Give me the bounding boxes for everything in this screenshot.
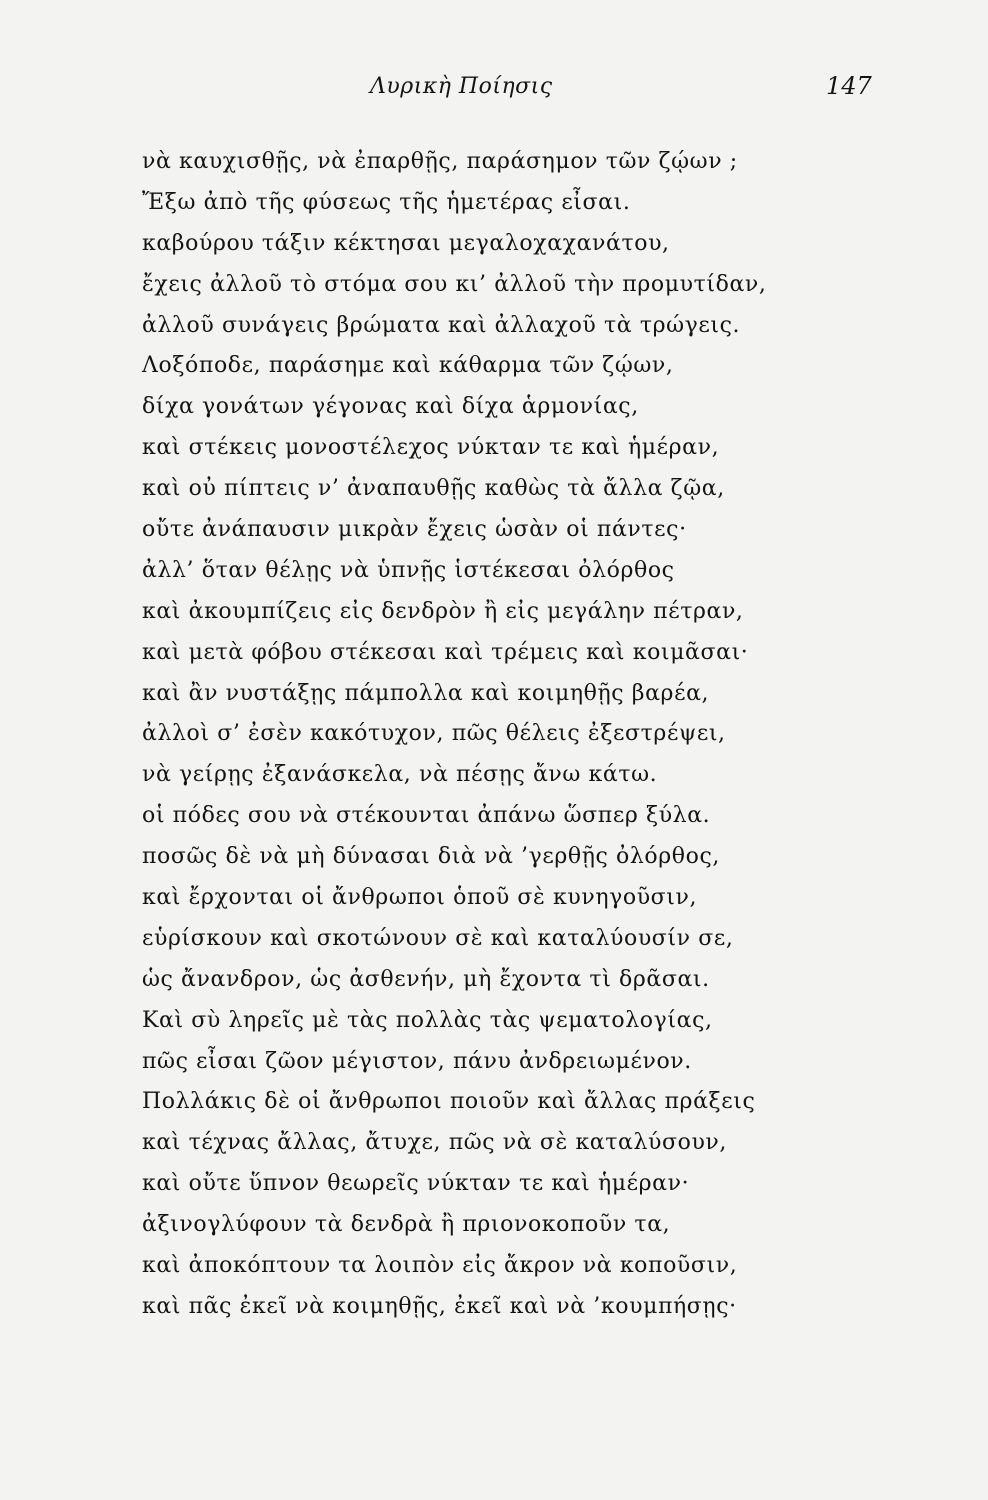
poem-line: ὡς ἄνανδρον, ὡς ἀσθενήν, μὴ ἔχοντα τὶ δρᾶσαι. bbox=[142, 966, 710, 992]
poem-line: Ἔξω ἀπὸ τῆς φύσεως τῆς ἡμετέρας εἶσαι. bbox=[142, 189, 631, 215]
poem-line: καὶ ἔρχονται οἱ ἄνθρωποι ὁποῦ σὲ κυνηγοῦσιν, bbox=[142, 885, 698, 911]
poem-line: πῶς εἶσαι ζῶον μέγιστον, πάνυ ἀνδρειωμένον. bbox=[142, 1048, 692, 1074]
poem-line: καὶ ἂν νυστάξῃς πάμπολλα καὶ κοιμηθῇς βαρέα, bbox=[142, 680, 710, 706]
poem-line: ἀλλ’ ὅταν θέλῃς νὰ ὑπνῇς ἱστέκεσαι ὀλόρθος bbox=[142, 557, 675, 583]
poem-line: καὶ τέχνας ἄλλας, ἄτυχε, πῶς νὰ σὲ καταλύσουν, bbox=[142, 1130, 728, 1156]
poem-line: νὰ καυχισθῇς, νὰ ἐπαρθῇς, παράσημον τῶν ζῴων ; bbox=[142, 149, 738, 174]
poem-line: καὶ οὐ πίπτεις ν’ ἀναπαυθῇς καθὼς τὰ ἄλλα ζῷα, bbox=[142, 476, 725, 502]
poem-line: Καὶ σὺ ληρεῖς μὲ τὰς πολλὰς τὰς ψεματολογίας, bbox=[142, 1007, 713, 1033]
poem-line: ἀλλοὶ σ’ ἐσὲν κακότυχον, πῶς θέλεις ἐξεστρέψει, bbox=[142, 721, 726, 747]
poem-line: καὶ ἀποκόπτουν τα λοιπὸν εἰς ἄκρον νὰ κοποῦσιν, bbox=[142, 1253, 738, 1279]
poem-line: ἔχεις ἀλλοῦ τὸ στόμα σου κι’ ἀλλοῦ τὴν προμυτίδαν, bbox=[142, 271, 767, 297]
poem-line: οἱ πόδες σου νὰ στέκουνται ἀπάνω ὥσπερ ξύλα. bbox=[142, 803, 711, 829]
poem-line: ἀλλοῦ συνάγεις βρώματα καὶ ἀλλαχοῦ τὰ τρώγεις. bbox=[142, 312, 741, 338]
poem-line: εὑρίσκουν καὶ σκοτώνουν σὲ καὶ καταλύουσίν σε, bbox=[142, 925, 734, 951]
poem-line: δίχα γονάτων γέγονας καὶ δίχα ἁρμονίας, bbox=[142, 394, 639, 420]
page-number: 147 bbox=[826, 72, 872, 100]
poem-line: νὰ γείρῃς ἐξανάσκελα, νὰ πέσῃς ἄνω κάτω. bbox=[142, 762, 658, 788]
poem-line: ποσῶς δὲ νὰ μὴ δύνασαι διὰ νὰ ’γερθῇς ὀλόρθος, bbox=[142, 844, 720, 870]
poem-line: καὶ πᾶς ἐκεῖ νὰ κοιμηθῇς, ἐκεῖ καὶ νὰ ’κουμπήσῃς· bbox=[142, 1293, 737, 1319]
poem-line: καὶ ἀκουμπίζεις εἰς δενδρὸν ἢ εἰς μεγάλην πέτραν, bbox=[142, 598, 744, 624]
poem-line: ἀξινογλύφουν τὰ δενδρὰ ἢ πριονοκοποῦν τα, bbox=[142, 1212, 671, 1238]
poem-line: καὶ οὔτε ὕπνον θεωρεῖς νύκταν τε καὶ ἡμέραν· bbox=[142, 1171, 690, 1197]
poem-line: καὶ μετὰ φόβου στέκεσαι καὶ τρέμεις καὶ κοιμᾶσαι· bbox=[142, 639, 749, 665]
poem-line: καὶ στέκεις μονοστέλεχος νύκταν τε καὶ ἡμέραν, bbox=[142, 435, 720, 461]
running-title: Λυρικὴ Ποίησις bbox=[370, 74, 553, 99]
poem-line: Λοξόποδε, παράσημε καὶ κάθαρμα τῶν ζῴων, bbox=[142, 353, 674, 379]
poem-text bbox=[142, 142, 832, 1328]
poem-line: Πολλάκις δὲ οἱ ἄνθρωποι ποιοῦν καὶ ἄλλας πράξεις bbox=[142, 1089, 756, 1115]
poem-line: οὔτε ἀνάπαυσιν μικρὰν ἔχεις ὡσὰν οἱ πάντες· bbox=[142, 517, 687, 543]
poem-line: καβούρου τάξιν κέκτησαι μεγαλοχαχανάτου, bbox=[142, 230, 670, 256]
